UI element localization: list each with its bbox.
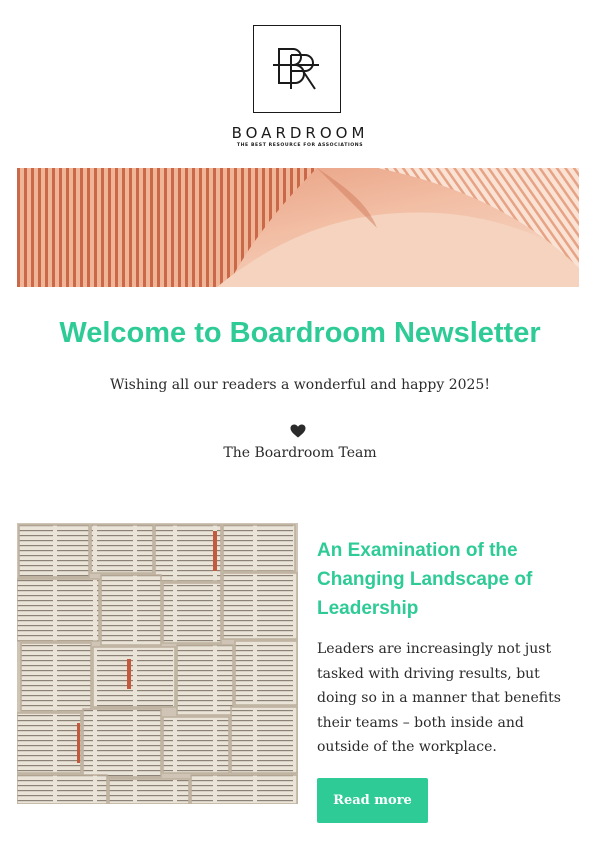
article-image[interactable] [17,523,298,804]
heart-icon [290,424,306,438]
abstract-paper-folds-image [17,168,579,287]
open-books-image [17,523,298,804]
article-summary: Leaders are increasingly not just tasked with driving results, but doing so in a manner that benefits their teams – both inside and outside of the workplace. [317,641,561,755]
read-more-button[interactable]: Read more [317,778,428,823]
hero-banner-image [17,168,579,287]
signature: The Boardroom Team [223,445,377,461]
brand-name: BOARDROOM [231,124,369,142]
br-monogram-icon [269,41,325,97]
brand-tagline: THE BEST RESOURCE FOR ASSOCIATIONS [236,143,364,148]
welcome-title: Welcome to Boardroom Newsletter [59,317,541,349]
article-title[interactable]: An Examination of the Changing Landscape of Leadership [317,540,533,619]
welcome-message: Wishing all our readers a wonderful and happy 2025! [110,377,490,393]
logo-box[interactable] [253,25,341,113]
